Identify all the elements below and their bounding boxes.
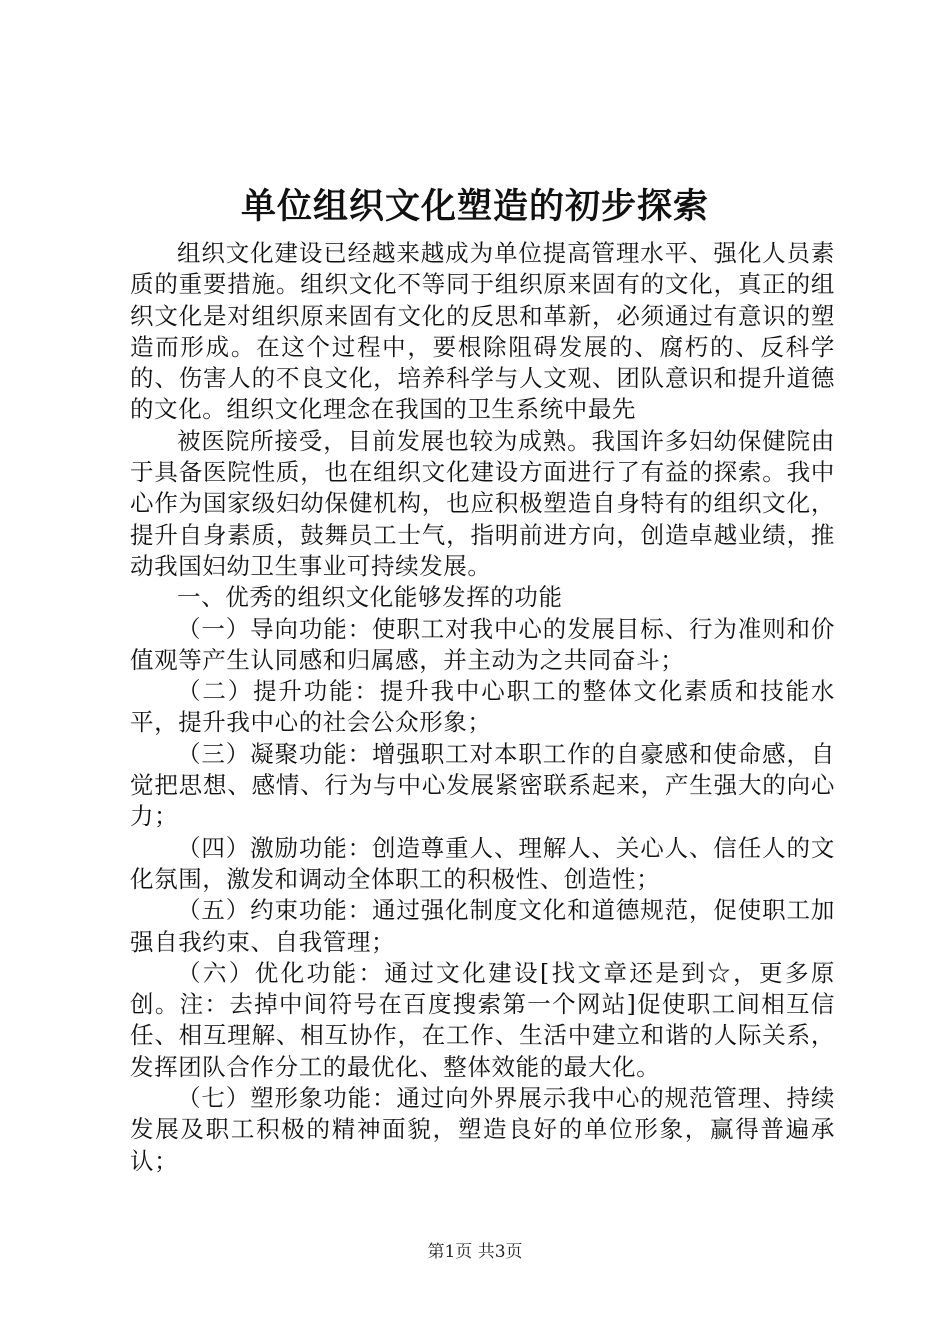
paragraph-intro: 组织文化建设已经越来越成为单位提高管理水平、强化人员素质的重要措施。组织文化不等同于组织原来固有的文化，真正的组织文化是对组织原来固有文化的反思和革新，必须通过有意识的塑造而形成。在这个过程中，要根除阻碍发展的、腐朽的、反科学的、伤害人的不良文化，培养科学与人文观、团队意识和提升道德的文化。组织文化理念在我国的卫生系统中最先	[130, 239, 835, 424]
document-title: 单位组织文化塑造的初步探索	[240, 186, 709, 227]
paragraph-function-improvement: （二）提升功能：提升我中心职工的整体文化素质和技能水平，提升我中心的社会公众形象；	[130, 677, 835, 737]
paragraph-function-optimization: （六）优化功能：通过文化建设[找文章还是到☆，更多原创。注：去掉中间符号在百度搜索第一个网站]促使职工间相互信任、相互理解、相互协作，在工作、生活中建立和谐的人际关系，发挥团队合作分工的最优化、整体效能的最大化。	[130, 958, 835, 1081]
document-body	[130, 238, 835, 1177]
paragraph-function-guidance: （一）导向功能：使职工对我中心的发展目标、行为准则和价值观等产生认同感和归属感，并主动为之共同奋斗；	[130, 614, 835, 674]
paragraph-function-image: （七）塑形象功能：通过向外界展示我中心的规范管理、持续发展及职工积极的精神面貌，塑造良好的单位形象，赢得普遍承认；	[130, 1084, 835, 1175]
paragraph-background: 被医院所接受，目前发展也较为成熟。我国许多妇幼保健院由于具备医院性质，也在组织文化建设方面进行了有益的探索。我中心作为国家级妇幼保健机构，也应积极塑造自身特有的组织文化，提升自身素质，鼓舞员工士气，指明前进方向，创造卓越业绩，推动我国妇幼卫生事业可持续发展。	[130, 426, 835, 580]
paragraph-function-restraint: （五）约束功能：通过强化制度文化和道德规范，促使职工加强自我约束、自我管理；	[130, 896, 835, 956]
paragraph-function-motivation: （四）激励功能：创造尊重人、理解人、关心人、信任人的文化氛围，激发和调动全体职工的积极性、创造性；	[130, 833, 835, 893]
page-number-footer: 第1页 共3页	[427, 1242, 523, 1262]
paragraph-function-cohesion: （三）凝聚功能：增强职工对本职工作的自豪感和使命感，自觉把思想、感情、行为与中心发展紧密联系起来，产生强大的向心力；	[130, 739, 835, 831]
section-heading-functions: 一、优秀的组织文化能够发挥的功能	[177, 583, 563, 612]
